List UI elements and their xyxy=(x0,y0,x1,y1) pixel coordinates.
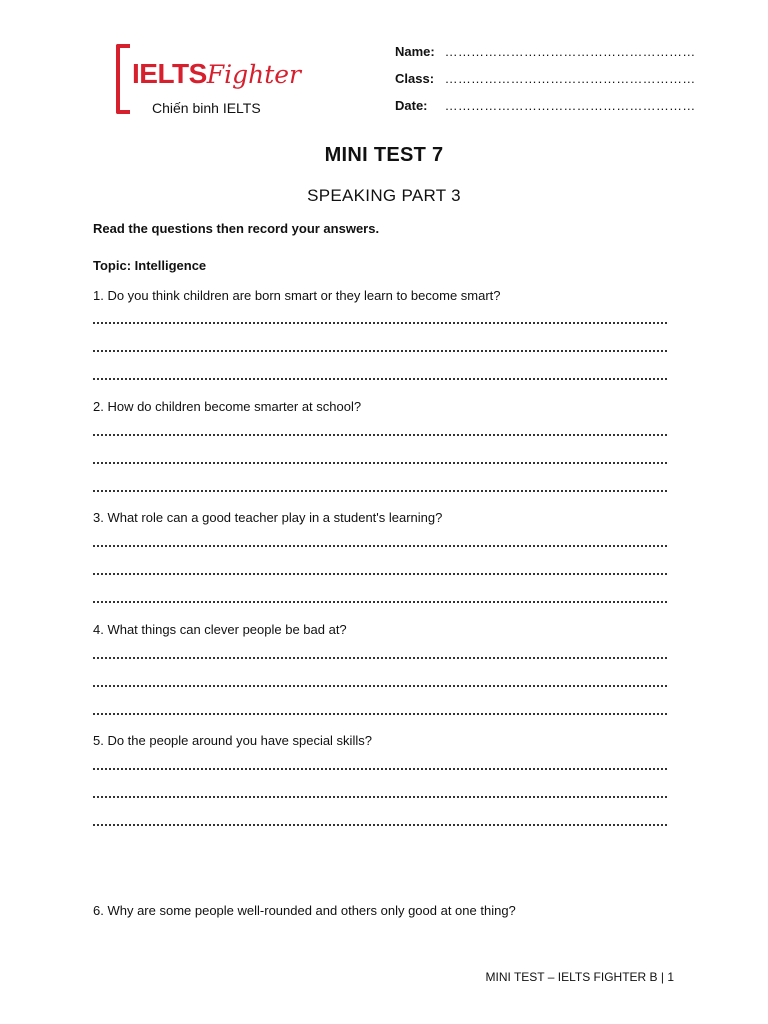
instruction-text: Read the questions then record your answers. xyxy=(93,221,380,236)
answer-line[interactable] xyxy=(93,545,667,547)
question-3: 3. What role can a good teacher play in a student's learning? xyxy=(93,510,443,525)
answer-line[interactable] xyxy=(93,378,667,380)
logo-tagline: Chiến binh IELTS xyxy=(152,100,261,116)
topic-heading: Topic: Intelligence xyxy=(93,258,207,273)
page-subtitle: SPEAKING PART 3 xyxy=(307,186,461,205)
answer-line[interactable] xyxy=(93,322,667,324)
answer-line[interactable] xyxy=(93,713,667,715)
class-row xyxy=(395,71,695,98)
answer-line[interactable] xyxy=(93,573,667,575)
page-title: MINI TEST 7 xyxy=(324,144,444,166)
name-field[interactable]: ………………………………………………… xyxy=(444,44,696,59)
date-row xyxy=(395,98,695,125)
logo-brand-bold: IELTS xyxy=(132,58,207,89)
logo-wordmark xyxy=(132,60,301,88)
answer-line[interactable] xyxy=(93,768,667,770)
ielts-fighter-logo xyxy=(112,40,312,124)
question-5: 5. Do the people around you have special skills? xyxy=(93,733,372,748)
class-label: Class: xyxy=(395,71,435,86)
answer-line[interactable] xyxy=(93,462,667,464)
question-1: 1. Do you think children are born smart or they learn to become smart? xyxy=(93,288,501,303)
student-info-block xyxy=(395,44,695,125)
answer-line[interactable] xyxy=(93,490,667,492)
logo-brand-script: Fighter xyxy=(206,60,302,89)
logo-bracket-shape xyxy=(116,44,130,114)
question-6: 6. Why are some people well-rounded and others only good at one thing? xyxy=(93,903,516,918)
question-4: 4. What things can clever people be bad at? xyxy=(93,622,347,637)
answer-line[interactable] xyxy=(93,796,667,798)
date-field[interactable]: ………………………………………………… xyxy=(444,98,696,113)
page-footer: MINI TEST – IELTS FIGHTER B | 1 xyxy=(485,970,674,984)
answer-line[interactable] xyxy=(93,350,667,352)
name-label: Name: xyxy=(395,44,435,59)
class-field[interactable]: ………………………………………………… xyxy=(444,71,696,86)
answer-line[interactable] xyxy=(93,685,667,687)
date-label: Date: xyxy=(395,98,428,113)
answer-line[interactable] xyxy=(93,657,667,659)
answer-line[interactable] xyxy=(93,824,667,826)
answer-line[interactable] xyxy=(93,601,667,603)
answer-line[interactable] xyxy=(93,434,667,436)
question-2: 2. How do children become smarter at school? xyxy=(93,399,362,414)
name-row xyxy=(395,44,695,71)
